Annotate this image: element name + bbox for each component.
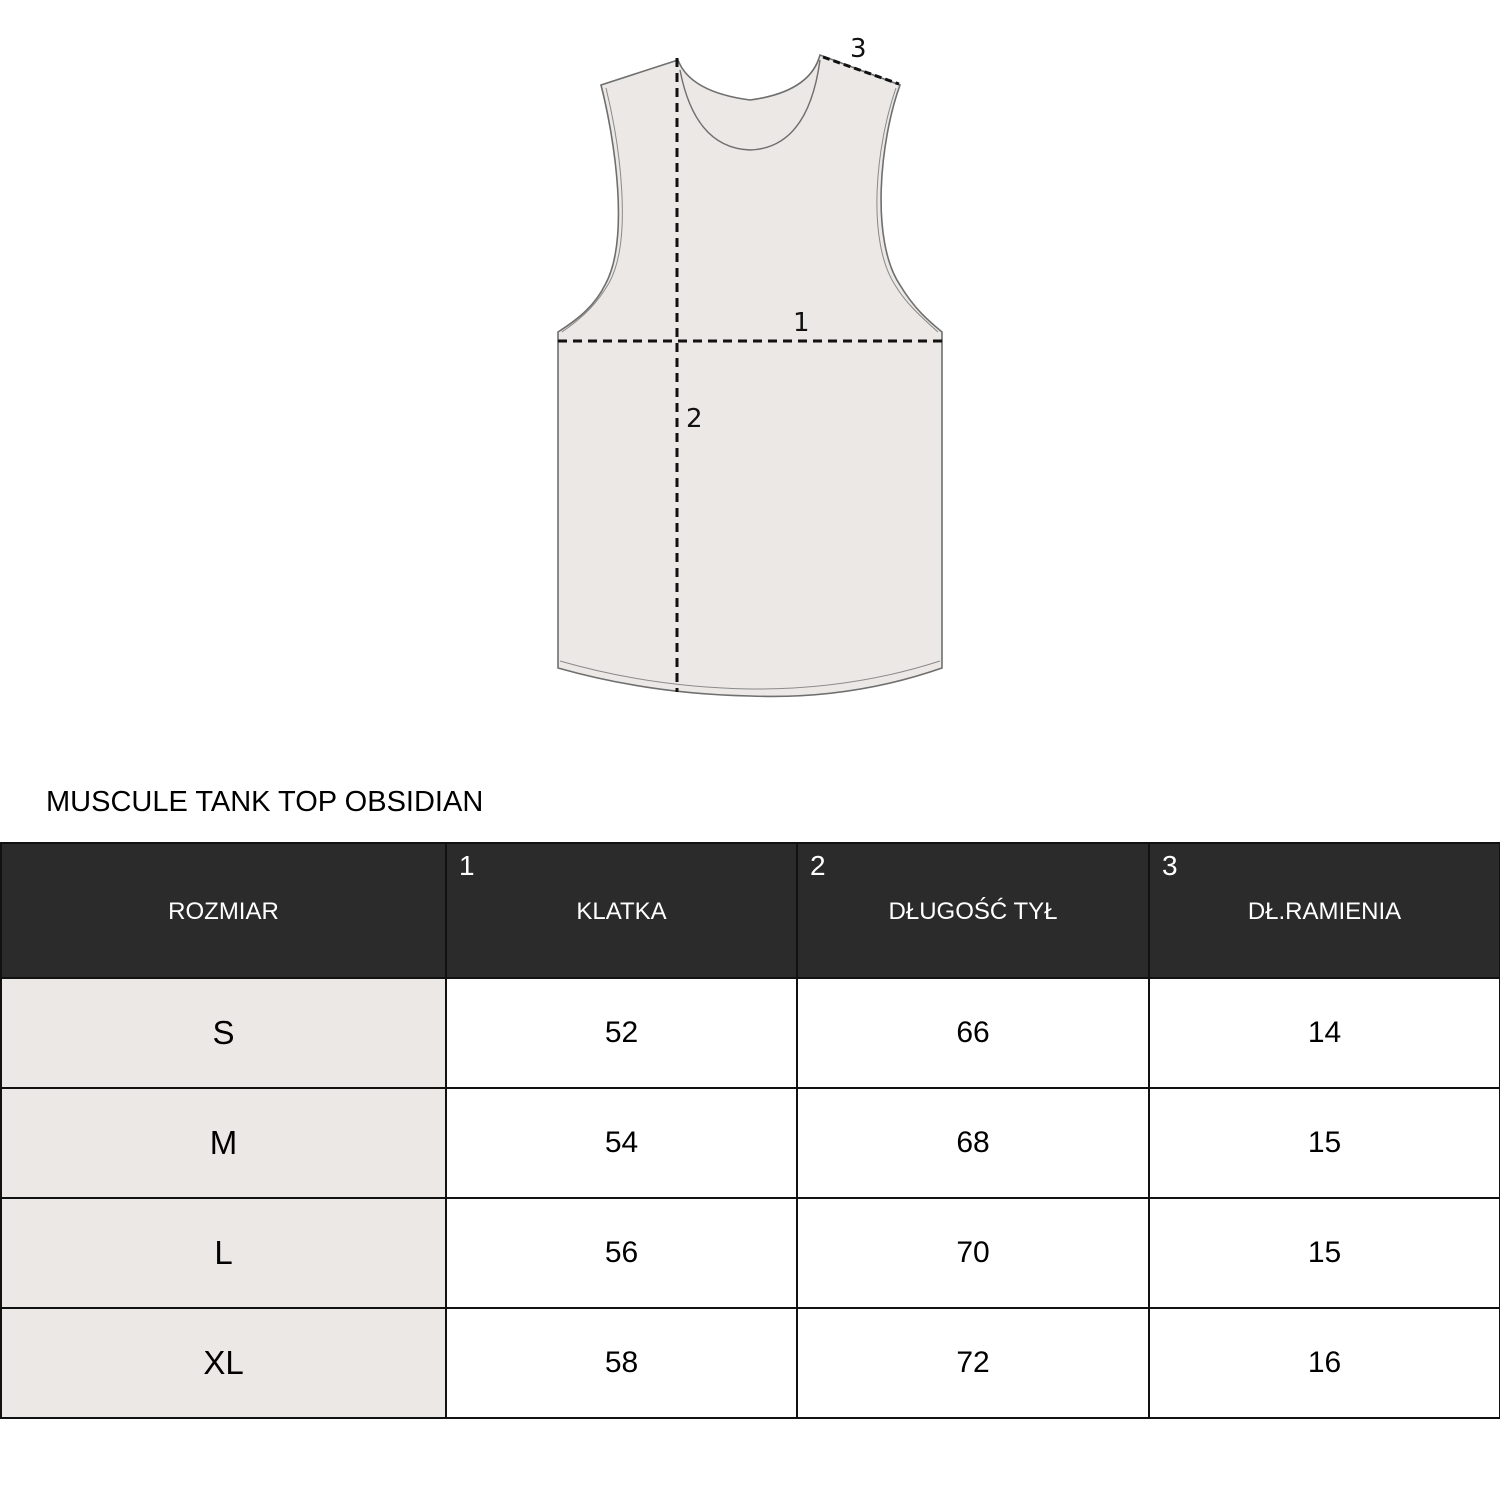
header-dlugosc-tyl bbox=[797, 843, 1149, 978]
klatka-cell: 56 bbox=[446, 1198, 797, 1308]
header-rozmiar bbox=[1, 843, 446, 978]
table-row bbox=[1, 1088, 1500, 1198]
size-cell: S bbox=[1, 978, 446, 1088]
ramie-cell: 14 bbox=[1149, 978, 1500, 1088]
table-row bbox=[1, 978, 1500, 1088]
chest-marker-label: 1 bbox=[793, 308, 810, 338]
klatka-cell: 54 bbox=[446, 1088, 797, 1198]
tank-top-diagram bbox=[0, 0, 1500, 720]
shoulder-marker-label: 3 bbox=[850, 34, 867, 64]
ramie-cell: 15 bbox=[1149, 1088, 1500, 1198]
ramie-cell: 15 bbox=[1149, 1198, 1500, 1308]
klatka-cell: 58 bbox=[446, 1308, 797, 1418]
product-title: MUSCULE TANK TOP OBSIDIAN bbox=[46, 786, 484, 818]
length-marker-label: 2 bbox=[686, 404, 703, 434]
table-row bbox=[1, 1308, 1500, 1418]
header-label: DŁ.RAMIENIA bbox=[1247, 897, 1402, 925]
header-number: 1 bbox=[459, 850, 475, 881]
header-klatka bbox=[446, 843, 797, 978]
size-cell: XL bbox=[1, 1308, 446, 1418]
header-number: 3 bbox=[1162, 850, 1178, 881]
size-cell: L bbox=[1, 1198, 446, 1308]
table-row bbox=[1, 1198, 1500, 1308]
header-label: DŁUGOŚĆ TYŁ bbox=[888, 897, 1058, 925]
dlugosc-cell: 72 bbox=[797, 1308, 1149, 1418]
header-number: 2 bbox=[810, 850, 826, 881]
ramie-cell: 16 bbox=[1149, 1308, 1500, 1418]
dlugosc-cell: 70 bbox=[797, 1198, 1149, 1308]
dlugosc-cell: 66 bbox=[797, 978, 1149, 1088]
header-dl-ramienia bbox=[1149, 843, 1500, 978]
table-header-row bbox=[1, 843, 1500, 978]
header-label: ROZMIAR bbox=[168, 897, 279, 925]
size-table bbox=[0, 842, 1500, 1419]
tank-top-outline bbox=[558, 55, 942, 696]
dlugosc-cell: 68 bbox=[797, 1088, 1149, 1198]
header-label: KLATKA bbox=[576, 897, 667, 925]
klatka-cell: 52 bbox=[446, 978, 797, 1088]
size-cell: M bbox=[1, 1088, 446, 1198]
